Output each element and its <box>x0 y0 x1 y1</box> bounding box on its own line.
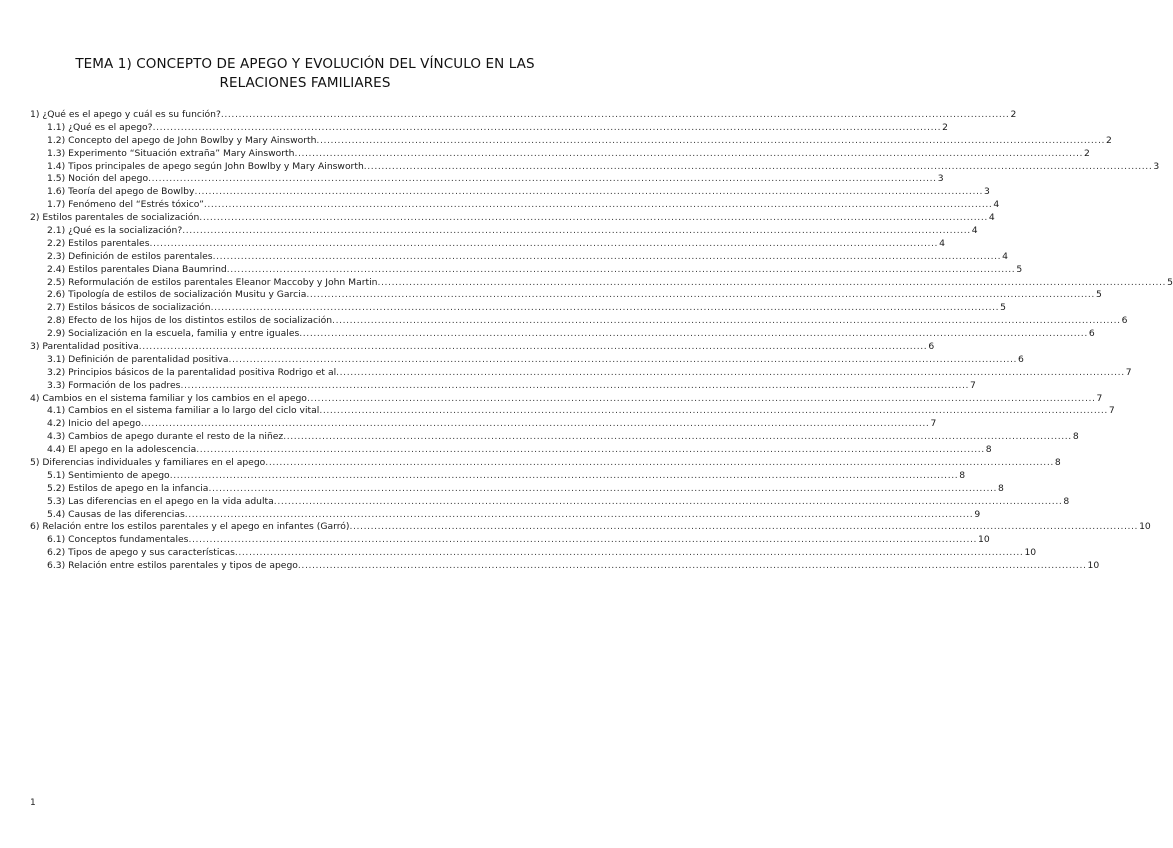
dot-leader <box>208 483 997 496</box>
toc-subsection-entry[interactable] <box>30 353 1024 367</box>
dot-leader <box>265 457 1054 470</box>
dot-leader <box>294 148 1083 161</box>
toc-entry-title: 5.3) Las diferencias en el apego en la vida adulta <box>47 495 274 507</box>
toc-subsection-entry[interactable] <box>30 431 1079 444</box>
toc-subsection-entry[interactable] <box>30 237 945 251</box>
dot-leader <box>235 547 1024 560</box>
toc-entry-title: 2.8) Efecto de los hijos de los distintos estilos de socialización <box>47 315 333 327</box>
toc-entry-page: 7 <box>1096 392 1103 404</box>
toc-entry-title: 1.6) Teoría del apego de Bowlby <box>47 186 195 198</box>
table-of-contents <box>30 108 1173 573</box>
toc-entry-title: 5.2) Estilos de apego en la infancia <box>47 482 209 494</box>
dot-leader <box>148 173 937 186</box>
toc-subsection-entry[interactable] <box>30 495 1070 509</box>
toc-section-entry[interactable] <box>30 108 1017 122</box>
toc-entry-page: 2 <box>1084 147 1090 159</box>
dot-leader <box>149 238 938 251</box>
toc-entry-title: 1.5) Noción del apego <box>47 173 149 185</box>
toc-entry-page: 3 <box>984 186 990 198</box>
dot-leader <box>211 302 1000 315</box>
toc-entry-title: 4.3) Cambios de apego durante el resto de la niñez <box>47 431 284 443</box>
toc-entry-title: 1.3) Experimento “Situación extraña” Mary Ainsworth <box>47 147 295 159</box>
dot-leader <box>213 251 1002 264</box>
dot-leader <box>316 135 1105 148</box>
toc-entry-page: 8 <box>959 469 966 481</box>
toc-entry-page: 4 <box>1002 250 1009 262</box>
toc-entry-title: 2.9) Socialización en la escuela, familia y entre iguales <box>47 328 300 340</box>
toc-subsection-entry[interactable] <box>30 276 1173 290</box>
toc-entry-title: 6.3) Relación entre estilos parentales y tipos de apego <box>47 560 298 572</box>
document-title: TEMA 1) CONCEPTO DE APEGO Y EVOLUCIÓN DEL VÍNCULO EN LAS RELACIONES FAMILIARES <box>75 56 535 91</box>
toc-entry-page: 4 <box>988 212 995 224</box>
toc-entry-page: 2 <box>1106 134 1112 146</box>
dot-leader <box>307 393 1096 406</box>
toc-entry-page: 6 <box>928 341 935 353</box>
toc-section-entry[interactable] <box>30 392 1103 406</box>
toc-entry-title: 2.5) Reformulación de estilos parentales Eleanor Maccoby y John Martin <box>47 276 378 288</box>
toc-entry-page: 5 <box>1016 263 1023 275</box>
toc-entry-title: 6.1) Conceptos fundamentales <box>47 534 189 546</box>
toc-entry-page: 8 <box>1072 431 1079 443</box>
dot-leader <box>182 225 971 238</box>
toc-entry-title: 4.1) Cambios en el sistema familiar a lo largo del ciclo vital <box>47 405 320 417</box>
toc-entry-page: 7 <box>1125 366 1132 378</box>
toc-entry-title: 1.7) Fenómeno del “Estrés tóxico” <box>47 199 204 211</box>
toc-entry-title: 3.1) Definición de parentalidad positiva <box>47 353 229 365</box>
page-number: 1 <box>30 798 36 808</box>
dot-leader <box>185 509 974 522</box>
toc-entry-title: 4.2) Inicio del apego <box>47 418 141 430</box>
toc-entry-page: 4 <box>939 237 945 249</box>
toc-entry-page: 6 <box>1121 315 1128 327</box>
dot-leader <box>170 470 959 483</box>
toc-entry-title: 5.4) Causas de las diferencias <box>47 508 185 520</box>
dot-leader <box>194 186 983 199</box>
toc-entry-title: 3.3) Formación de los padres <box>47 379 181 391</box>
toc-entry-page: 2 <box>942 121 948 133</box>
toc-entry-title: 5.1) Sentimiento de apego <box>47 469 170 481</box>
toc-subsection-entry[interactable] <box>30 469 966 483</box>
dot-leader <box>180 380 969 393</box>
dot-leader <box>141 418 930 431</box>
toc-entry-page: 7 <box>1108 405 1115 417</box>
dot-leader <box>332 315 1121 328</box>
toc-subsection-entry[interactable] <box>30 147 1090 161</box>
toc-subsection-entry[interactable] <box>30 534 990 547</box>
dot-leader <box>274 496 1063 509</box>
toc-entry-page: 4 <box>993 199 1000 211</box>
toc-entry-page: 10 <box>978 534 990 546</box>
dot-leader <box>298 560 1087 573</box>
toc-entry-title: 6) Relación entre los estilos parentales y el apego en infantes (Garró) <box>30 521 350 533</box>
toc-subsection-entry[interactable] <box>30 418 937 431</box>
dot-leader <box>199 212 988 225</box>
toc-entry-page: 8 <box>985 444 992 456</box>
toc-section-entry[interactable] <box>30 457 1061 470</box>
toc-entry-title: 6.2) Tipos de apego y sus características <box>47 547 235 559</box>
dot-leader <box>196 444 985 457</box>
toc-entry-page: 10 <box>1024 547 1037 559</box>
toc-subsection-entry[interactable] <box>30 315 1128 328</box>
toc-subsection-entry[interactable] <box>30 482 1004 496</box>
dot-leader <box>139 341 928 354</box>
dot-leader <box>153 122 942 135</box>
toc-entry-page: 9 <box>974 508 981 520</box>
toc-entry-title: 3.2) Principios básicos de la parentalidad positiva Rodrigo et al <box>47 366 337 378</box>
toc-entry-page: 10 <box>1087 560 1100 572</box>
toc-entry-title: 1.4) Tipos principales de apego según John Bowlby y Mary Ainsworth <box>47 160 364 172</box>
toc-subsection-entry[interactable] <box>30 366 1132 380</box>
dot-leader <box>299 328 1088 341</box>
toc-subsection-entry[interactable] <box>30 173 944 186</box>
toc-subsection-entry[interactable] <box>30 547 1037 560</box>
toc-entry-page: 8 <box>1054 457 1061 469</box>
toc-subsection-entry[interactable] <box>30 250 1009 264</box>
toc-subsection-entry[interactable] <box>30 289 1102 302</box>
toc-subsection-entry[interactable] <box>30 121 948 135</box>
toc-subsection-entry[interactable] <box>30 160 1160 174</box>
toc-entry-page: 6 <box>1018 353 1024 365</box>
toc-subsection-entry[interactable] <box>30 134 1112 148</box>
toc-entry-title: 4) Cambios en el sistema familiar y los cambios en el apego <box>30 392 307 404</box>
dot-leader <box>188 534 977 547</box>
toc-subsection-entry[interactable] <box>30 405 1115 418</box>
toc-entry-page: 4 <box>971 225 978 236</box>
toc-subsection-entry[interactable] <box>30 560 1100 573</box>
toc-entry-title: 1.1) ¿Qué es el apego? <box>47 121 153 133</box>
toc-subsection-entry[interactable] <box>30 186 990 199</box>
toc-entry-page: 10 <box>1139 521 1151 533</box>
dot-leader <box>378 277 1167 290</box>
toc-entry-title: 1) ¿Qué es el apego y cuál es su función? <box>30 108 221 120</box>
toc-subsection-entry[interactable] <box>30 225 978 238</box>
toc-subsection-entry[interactable] <box>30 263 1023 277</box>
toc-entry-page: 7 <box>970 379 976 391</box>
toc-entry-page: 5 <box>1000 302 1007 314</box>
toc-entry-title: 2.4) Estilos parentales Diana Baumrind <box>47 263 227 275</box>
toc-entry-page: 8 <box>1063 495 1070 507</box>
dot-leader <box>221 109 1010 122</box>
toc-subsection-entry[interactable] <box>30 302 1007 315</box>
toc-entry-page: 5 <box>1095 289 1102 301</box>
toc-subsection-entry[interactable] <box>30 328 1095 341</box>
toc-section-entry[interactable] <box>30 341 935 354</box>
toc-entry-page: 7 <box>930 418 937 430</box>
toc-entry-title: 1.2) Concepto del apego de John Bowlby y Mary Ainsworth <box>47 134 317 146</box>
dot-leader <box>283 431 1072 444</box>
toc-entry-page: 3 <box>1153 160 1160 172</box>
toc-entry-page: 8 <box>998 482 1004 494</box>
toc-section-entry[interactable] <box>30 212 995 225</box>
toc-entry-title: 2.7) Estilos básicos de socialización <box>47 302 211 314</box>
toc-entry-page: 3 <box>937 173 944 185</box>
toc-entry-title: 2) Estilos parentales de socialización <box>30 212 200 224</box>
toc-entry-title: 2.6) Tipología de estilos de socialización Musitu y Garcia <box>47 289 307 301</box>
dot-leader <box>349 521 1138 534</box>
toc-section-entry[interactable] <box>30 521 1151 535</box>
dot-leader <box>204 199 993 212</box>
dot-leader <box>306 289 1095 302</box>
toc-entry-page: 2 <box>1010 108 1017 120</box>
toc-entry-page: 6 <box>1088 328 1095 340</box>
toc-entry-title: 5) Diferencias individuales y familiares en el apego <box>30 457 266 469</box>
toc-subsection-entry[interactable] <box>30 444 992 457</box>
dot-leader <box>228 354 1017 367</box>
dot-leader <box>227 264 1016 277</box>
toc-subsection-entry[interactable] <box>30 199 1000 212</box>
toc-subsection-entry[interactable] <box>30 508 981 522</box>
toc-subsection-entry[interactable] <box>30 379 976 393</box>
dot-leader <box>336 367 1125 380</box>
dot-leader <box>364 161 1153 174</box>
toc-entry-title: 2.2) Estilos parentales <box>47 237 150 249</box>
toc-entry-title: 3) Parentalidad positiva <box>30 341 139 353</box>
dot-leader <box>319 405 1108 418</box>
toc-entry-title: 2.1) ¿Qué es la socialización? <box>47 225 183 236</box>
toc-entry-title: 4.4) El apego en la adolescencia <box>47 444 197 456</box>
toc-entry-page: 5 <box>1167 276 1173 288</box>
toc-entry-title: 2.3) Definición de estilos parentales <box>47 250 213 262</box>
